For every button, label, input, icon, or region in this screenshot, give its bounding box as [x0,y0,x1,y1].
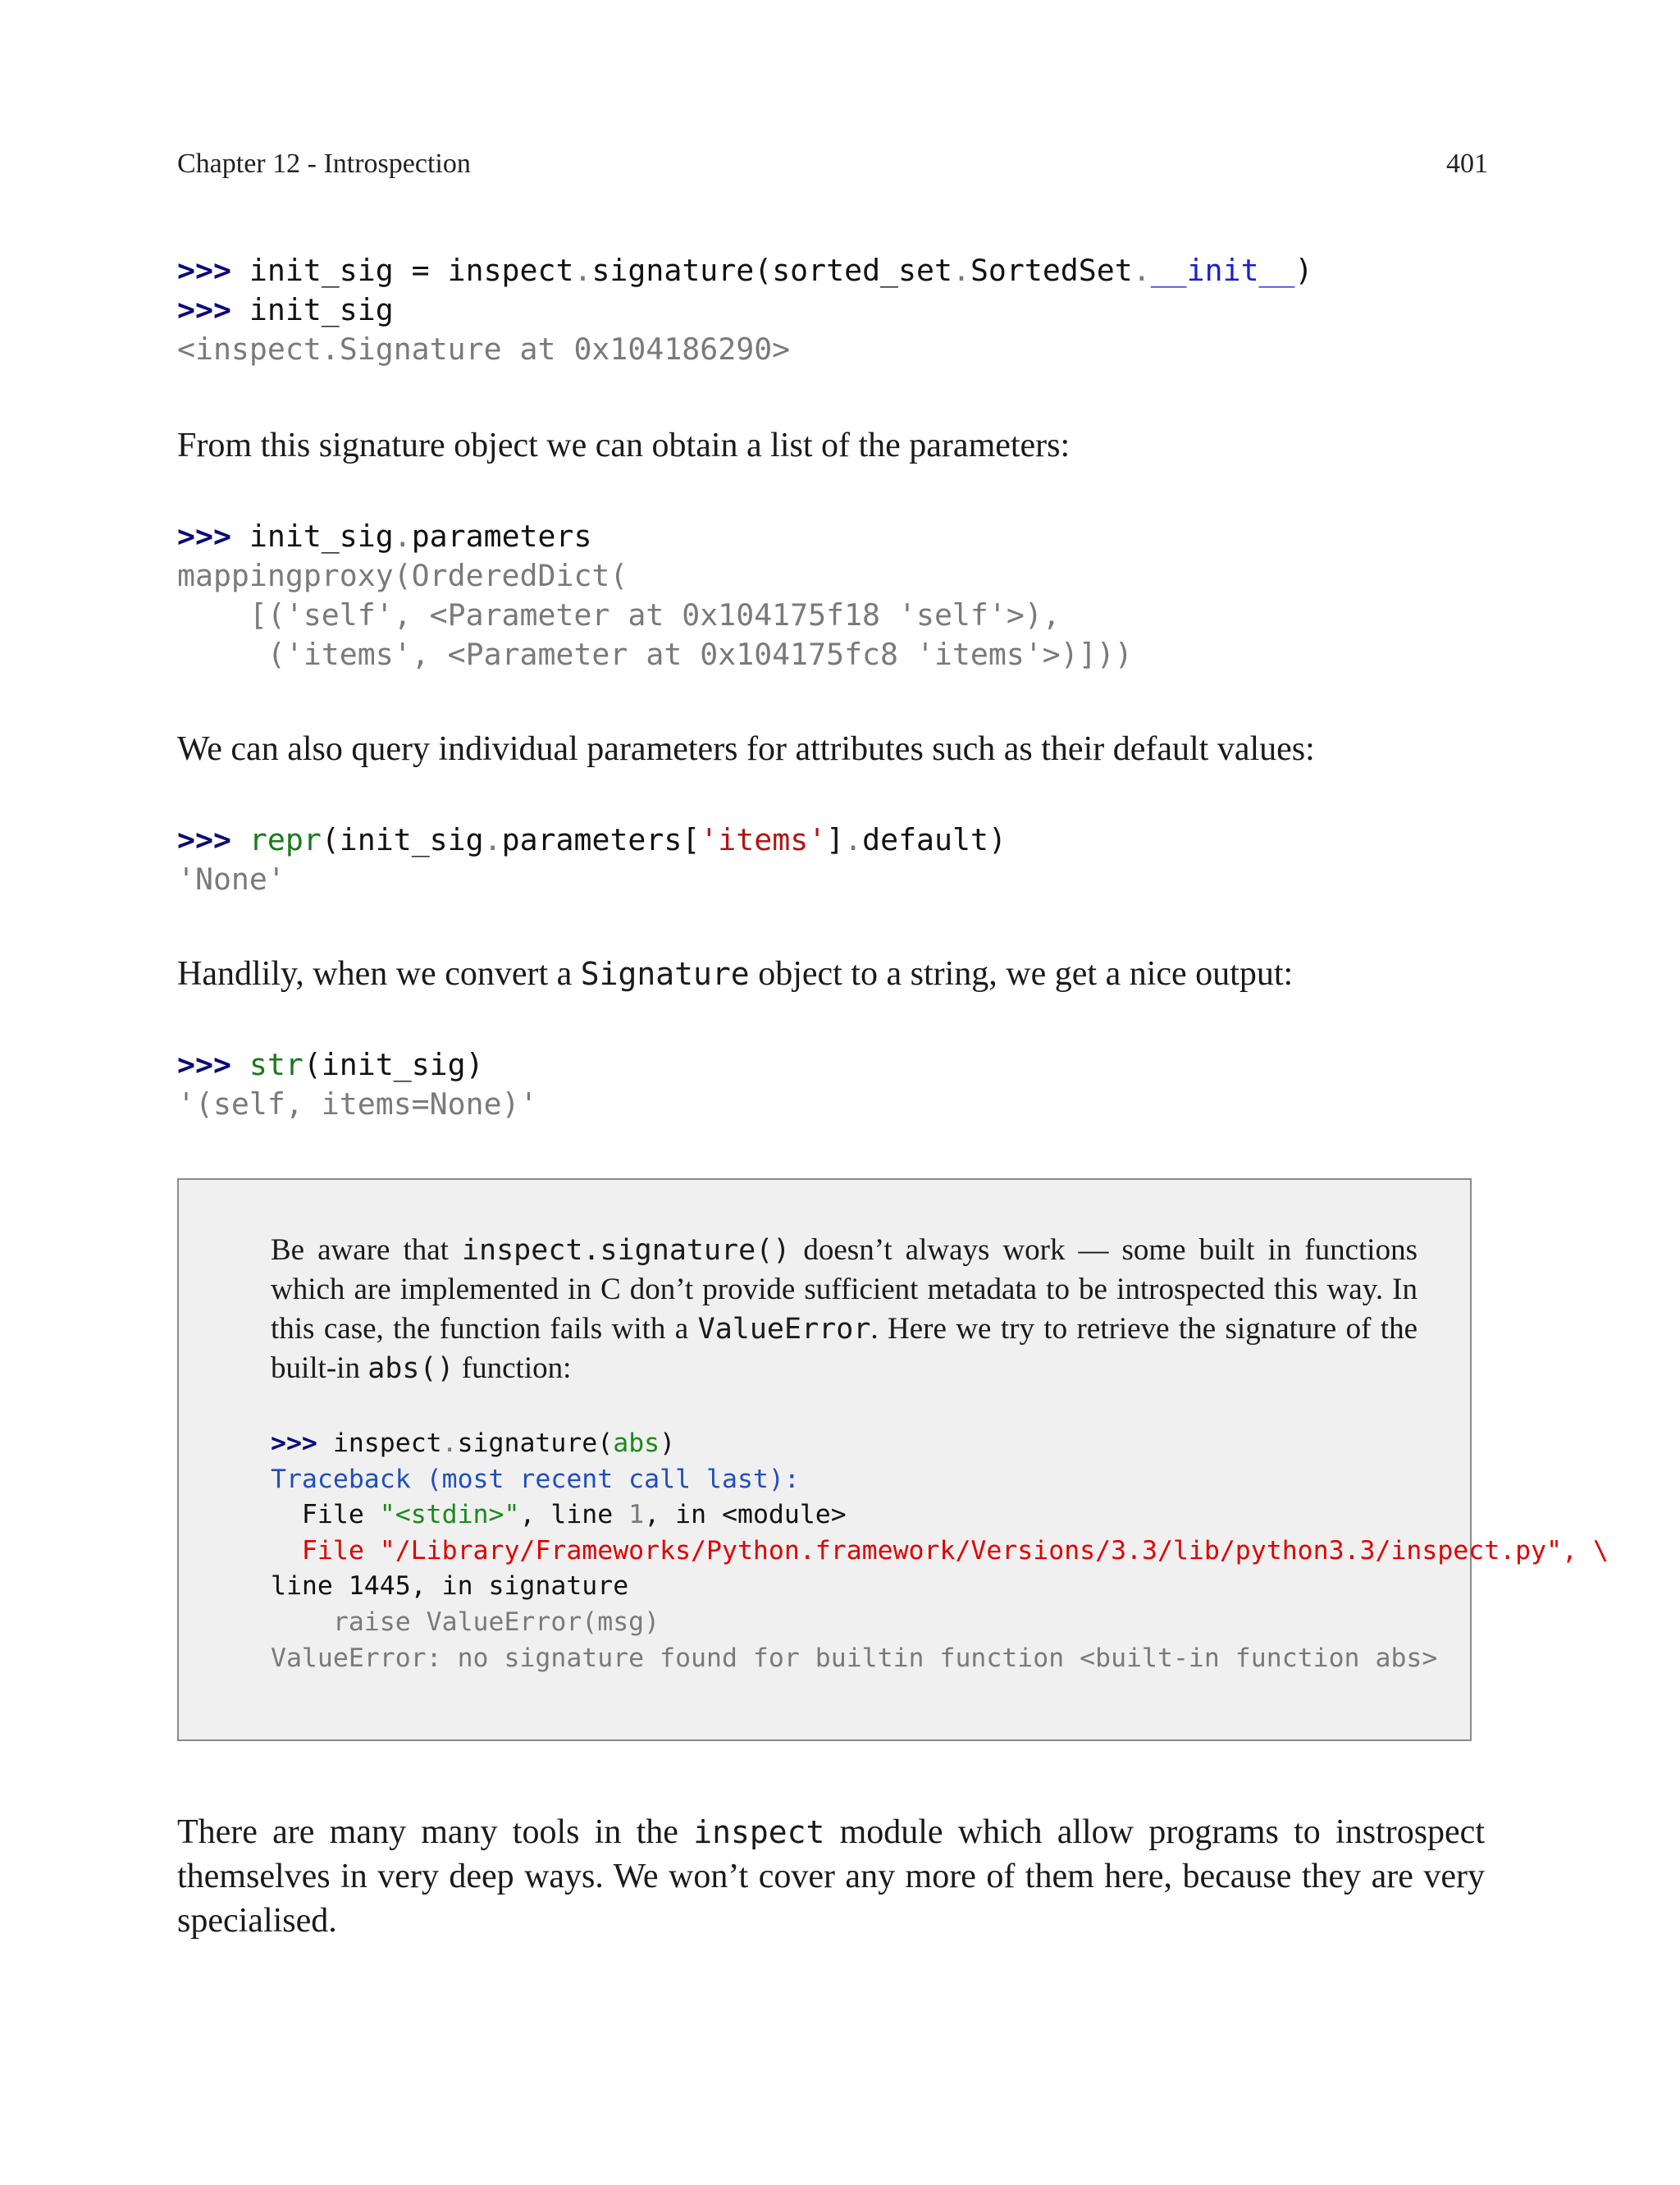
code-block-signature [177,251,1313,369]
code-token: __init__ [1150,253,1295,288]
paragraph-text: . Here we try to retrieve the signature of the built-in [271,1312,1418,1385]
code-output-line: '(self, items=None)' [177,1086,538,1122]
code-token: ) [1294,253,1313,288]
inline-code: inspect [693,1814,825,1850]
code-token: repr [249,822,322,857]
code-token: parameters[ [501,822,701,857]
repl-prompt: >>> [271,1428,317,1458]
code-line: Traceback (most recent call last): [271,1464,800,1494]
code-token: signature(sorted_set [591,253,952,288]
code-token: . [483,822,502,857]
code-line: line 1445, in signature [271,1571,629,1602]
code-token: . [1132,253,1151,288]
code-token: , line [519,1500,629,1530]
code-token: . [952,253,970,288]
repl-prompt: >>> [177,822,231,857]
code-token: . [844,822,863,857]
code-token: parameters [411,519,592,554]
code-token: ) [660,1428,676,1458]
code-token: File [271,1500,380,1530]
code-block-str [177,1045,538,1124]
code-token: str [249,1047,304,1082]
code-token: init_sig [231,292,394,327]
paragraph-text: function: [454,1351,572,1385]
code-block-parameters [177,517,1133,674]
code-token: init_sig [231,519,394,554]
code-line [177,821,1007,860]
inline-code: inspect.signature() [461,1234,791,1267]
repl-prompt: >>> [177,292,231,327]
code-line [177,517,1133,556]
inline-code: ValueError [697,1313,871,1346]
code-line [271,1426,1609,1462]
paragraph-text: There are many many tools in the [177,1813,694,1851]
code-line [271,1497,1609,1534]
code-block-default [177,821,1007,899]
code-line: ValueError: no signature found for builtin function <built-in function abs> [271,1643,1438,1673]
aside-box [177,1178,1609,1741]
code-token: 1 [628,1500,645,1530]
code-token: (init_sig [321,822,484,857]
body-paragraph: We can also query individual parameters for attributes such as their default values: [177,730,1315,768]
code-line: raise ValueError(msg) [271,1607,660,1637]
code-token: . [393,519,412,554]
code-token: inspect [317,1428,442,1458]
paragraph-text: module which allow programs to instrospect themselves in very deep ways. We won’t cover any more of them here, because they are very specialised. [177,1813,1485,1940]
paragraph-text: Be aware that [271,1233,462,1267]
inline-code: abs() [368,1352,454,1385]
code-token: (init_sig) [303,1047,484,1082]
code-token: init_sig = inspect [231,253,574,288]
code-line [177,251,1313,290]
inline-code: Signature [580,956,750,992]
code-token: default) [862,822,1007,857]
code-line [177,290,1313,330]
page-number: 401 [1446,149,1488,179]
running-header-chapter: Chapter 12 - Introspection [177,149,471,179]
aside-paragraph [271,1231,1418,1388]
code-output-line: [('self', <Parameter at 0x104175f18 'self'>), [177,597,1061,633]
paragraph-text: Handlily, when we convert a [177,955,581,993]
code-token: "<stdin>" [379,1500,520,1530]
code-output-line: 'None' [177,862,285,897]
code-token: . [441,1428,458,1458]
repl-prompt: >>> [177,519,231,554]
repl-prompt: >>> [177,1047,231,1082]
code-token: 'items' [700,822,827,857]
repl-prompt: >>> [177,253,231,288]
code-token: SortedSet [970,253,1133,288]
code-token: signature( [457,1428,614,1458]
paragraph-text: doesn’t always work — some built in functions which are implemented in C don’t provide sufficient metadata to be introspected this way. In this case, the function fails with a [271,1233,1418,1346]
code-token: ] [826,822,845,857]
code-line [177,1045,538,1085]
code-token: abs [613,1428,660,1458]
code-output-line: mappingproxy(OrderedDict( [177,558,628,593]
body-paragraph: From this signature object we can obtain a list of the parameters: [177,427,1071,464]
body-paragraph [177,1810,1485,1943]
paragraph-text: object to a string, we get a nice output: [749,955,1294,993]
code-output-line: <inspect.Signature at 0x104186290> [177,331,791,367]
body-paragraph [177,952,1485,996]
code-block-traceback [271,1426,1609,1676]
code-token: . [573,253,592,288]
code-line: File "/Library/Frameworks/Python.framework/Versions/3.3/lib/python3.3/inspect.py", \ [271,1535,1609,1566]
code-token: , in <module> [644,1500,847,1530]
code-output-line: ('items', <Parameter at 0x104175fc8 'items'>)])) [177,637,1133,672]
